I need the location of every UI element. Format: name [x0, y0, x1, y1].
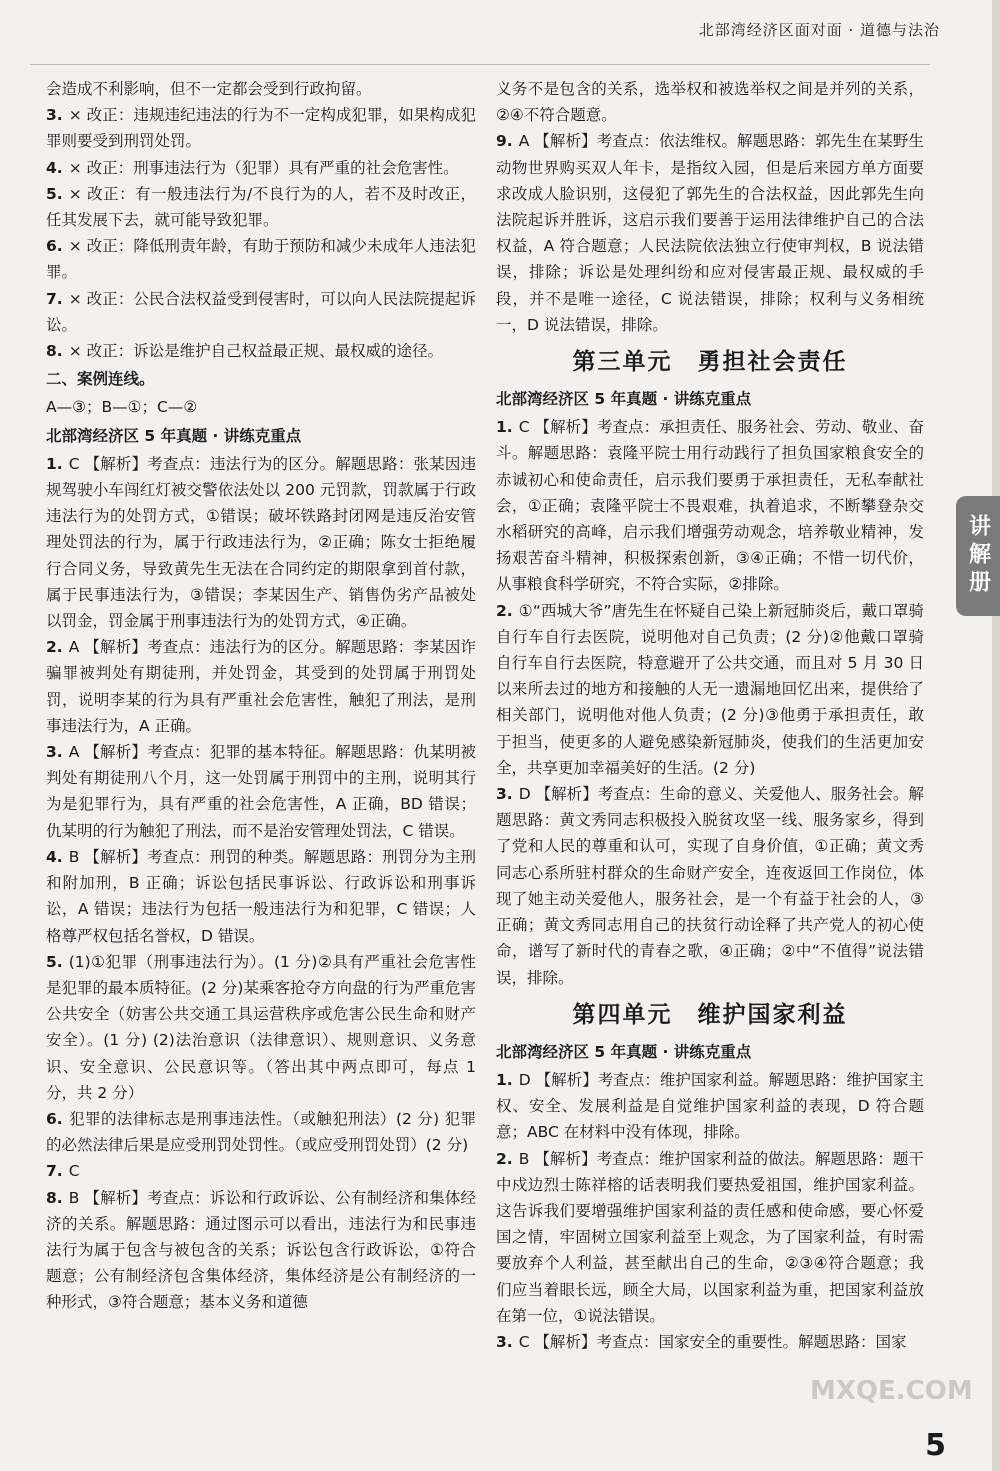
watermark: MXQE.COM — [810, 1376, 973, 1406]
answer-item — [46, 181, 476, 233]
answer-item — [496, 598, 924, 781]
answer-text: B 【解析】考查点：刑罚的种类。解题思路：刑罚分为主刑和附加刑，B 正确；诉讼包括民事诉讼、行政诉讼和刑事诉讼，A 错误；违法行为包括一般违法行为和犯罪，C 错误；人格尊严权包括名誉权，D 错误。 — [46, 847, 476, 945]
answer-text: C 【解析】考查点：违法行为的区分。解题思路：张某因违规驾驶小车闯红灯被交警依法处以 200 元罚款，罚款属于行政违法行为的处罚方式，①错误；破坏铁路封闭网是违反治安管理处罚法的行为，属于行政违法行为，②正确；陈女士拒绝履行合同义务，导致黄先生无法在合同约定的期限拿到首付款，属于民事违法行为，③错误；李某因生产、销售伪劣产品被处以罚金，罚金属于刑事违法行为的处罚方式，④正确。 — [46, 454, 476, 631]
answer-item — [46, 233, 476, 285]
answer-number: 4. — [46, 158, 63, 177]
answer-number: 8. — [46, 1188, 63, 1207]
answer-number: 5. — [46, 184, 63, 203]
unit-title: 第四单元 维护国家利益 — [572, 1001, 848, 1028]
answer-item — [46, 1158, 476, 1184]
answer-item — [46, 1185, 476, 1316]
answer-item — [46, 949, 476, 1106]
answer-text: (1)①犯罪（刑事违法行为）。(1 分)②具有严重社会危害性是犯罪的最本质特征。(2 分)某乘客抢夺方向盘的行为严重危害公共安全（妨害公共交通工具运营秩序或危害公民生命和财产安全）。(1 分) (2)法治意识（法律意识）、规则意识、义务意识、安全意识、公民意识等。（答出其中两点即可，每点 1 分，共 2 分） — [46, 952, 476, 1102]
answer-text: B 【解析】考查点：维护国家利益的做法。解题思路：题干中戍边烈士陈祥榕的话表明我们要热爱祖国，维护国家利益。这告诉我们要增强维护国家利益的责任感和使命感，要心怀爱国之情，牢固树立国家利益至上观念，为了国家利益，有时需要放弃个人利益，甚至献出自己的生命，②③④符合题意；我们应当着眼长远，顾全大局，以国家利益为重，把国家利益放在第一位，①说法错误。 — [496, 1149, 924, 1325]
answer-number: 2. — [496, 601, 513, 620]
answer-number: 2. — [46, 638, 63, 657]
answer-text: B 【解析】考查点：诉讼和行政诉讼、公有制经济和集体经济的关系。解题思路：通过图示可以看出，违法行为和民事违法行为属于包含与被包含的关系；诉讼包含行政诉讼，①符合题意；公有制经济包含集体经济，集体经济是公有制经济的一种形式，③符合题意；基本义务和道德 — [46, 1188, 476, 1312]
answer-item — [496, 414, 924, 597]
answer-number: 3. — [46, 743, 63, 762]
answer-text: × 改正：有一般违法行为/不良行为的人，若不及时改正，任其发展下去，就可能导致犯罪。 — [46, 184, 476, 230]
answer-number: 1. — [496, 418, 513, 437]
answer-number: 6. — [46, 1109, 63, 1128]
unit-title: 第三单元 勇担社会责任 — [572, 349, 848, 376]
answer-number: 3. — [496, 785, 513, 804]
answer-number: 6. — [46, 237, 63, 256]
answer-text: 犯罪的法律标志是刑事违法性。（或触犯刑法）(2 分) 犯罪的必然法律后果是应受刑罚处罚性。（或应受刑罚处罚）(2 分) — [46, 1109, 476, 1155]
header-divider — [30, 64, 930, 65]
page-header: 北部湾经济区面对面 · 道德与法治 — [698, 21, 940, 39]
section-heading: 北部湾经济区 5 年真题 · 讲练克重点 — [496, 1042, 752, 1061]
right-column — [496, 76, 924, 1355]
answer-text: × 改正：刑事违法行为（犯罪）具有严重的社会危害性。 — [68, 158, 459, 177]
section-heading: 北部湾经济区 5 年真题 · 讲练克重点 — [46, 426, 302, 445]
answer-text: × 改正：诉讼是维护自己权益最正规、最权威的途径。 — [68, 342, 444, 361]
answer-item — [46, 451, 476, 634]
left-column — [46, 76, 476, 1316]
answer-text: A 【解析】考查点：违法行为的区分。解题思路：李某因诈骗罪被判处有期徒刑，并处罚金，其受到的处罚属于刑罚处罚，说明李某的行为具有严重社会危害性，触犯了刑法，是刑事违法行为，A 正确。 — [46, 638, 476, 735]
answer-number: 7. — [46, 289, 63, 308]
answer-text: A 【解析】考查点：犯罪的基本特征。解题思路：仇某明被判处有期徒刑八个月，这一处罚属于刑罚中的主刑，说明其行为是犯罪行为，具有严重的社会危害性，A 正确，BD 错误；仇某明的行为触犯了刑法，而不是治安管理处罚法，C 错误。 — [46, 743, 476, 840]
answer-item — [46, 155, 476, 181]
answer-text: D 【解析】考查点：生命的意义、关爱他人、服务社会。解题思路：黄文秀同志积极投入脱贫攻坚一线、服务家乡，得到了党和人民的尊重和认可，实现了自身价值，①正确；黄文秀同志心系所驻村群众的生命财产安全，连夜返回工作岗位，体现了她主动关爱他人，服务社会，是一个有益于社会的人，③正确；黄文秀同志用自己的扶贫行动诠释了共产党人的初心使命，谱写了新时代的青春之歌，④正确；②中“不值得”说法错误，排除。 — [496, 785, 924, 987]
answer-text: C 【解析】考查点：承担责任、服务社会、劳动、敬业、奋斗。解题思路：袁隆平院士用行动践行了担负国家粮食安全的赤诚初心和使命责任，启示我们要勇于承担责任，无私奉献社会，①正确；袁隆平院士不畏艰难，执着追求，不断攀登杂交水稻研究的高峰，启示我们增强劳动观念，培养敬业精神，发扬艰苦奋斗精神，积极探索创新，③④正确；不惜一切代价，从事粮食科学研究，不符合实际，②排除。 — [496, 418, 924, 594]
answer-number: 9. — [496, 132, 513, 151]
answer-text: × 改正：降低刑责年龄，有助于预防和减少未成年人违法犯罪。 — [46, 237, 476, 282]
answer-item — [46, 844, 476, 949]
answer-item — [496, 1146, 924, 1329]
answer-number: 3. — [496, 1332, 513, 1351]
answer-number: 5. — [46, 952, 63, 971]
answer-number: 2. — [496, 1149, 513, 1168]
section-heading: 北部湾经济区 5 年真题 · 讲练克重点 — [496, 390, 752, 409]
answer-text: D 【解析】考查点：维护国家利益。解题思路：维护国家主权、安全、发展利益是自觉维护国家利益的表现，D 符合题意；ABC 在材料中没有体现，排除。 — [496, 1070, 924, 1142]
answer-item — [496, 781, 924, 991]
answer-text: C 【解析】考查点：国家安全的重要性。解题思路：国家 — [518, 1332, 907, 1351]
page-edge-strip — [992, 0, 1000, 1471]
answer-item — [46, 1106, 476, 1158]
answer-item — [496, 128, 924, 338]
answer-number: 4. — [46, 847, 63, 866]
answer-item — [496, 1067, 924, 1146]
side-tab-lecture-book: 讲解册 — [956, 496, 1000, 616]
answer-item — [46, 634, 476, 739]
answer-item — [46, 102, 476, 154]
answer-text: A 【解析】考查点：依法维权。解题思路：郭先生在某野生动物世界购买双人年卡，是指纹入园，但是后来园方单方面要求改成人脸识别，这侵犯了郭先生的合法权益，因此郭先生向法院起诉并胜诉，这启示我们要善于运用法律维护自己的合法权益，A 符合题意；人民法院依法独立行使审判权，B 说法错误，排除；诉讼是处理纠纷和应对侵害最正规、最权威的手段，并不是唯一途径，C 说法错误，排除；权利与义务相统一，D 说法错误，排除。 — [496, 132, 924, 334]
paragraph: A—③；B—①；C—② — [46, 398, 198, 417]
answer-text: C — [68, 1162, 80, 1181]
section-heading: 二、案例连线。 — [46, 370, 155, 389]
answer-number: 7. — [46, 1162, 63, 1181]
answer-text: ①“西城大爷”唐先生在怀疑自己染上新冠肺炎后，戴口罩骑自行车自行去医院，说明他对自己负责；(2 分)②他戴口罩骑自行车自行去医院，特意避开了公共交通，而且对 5 月 30 日以来所去过的地方和接触的人无一遗漏地回忆出来，提供给了相关部门，说明他对他人负责；(2 分)③他勇于承担责任，敢于担当，使更多的人避免感染新冠肺炎，使我们的生活更加安全，共享更加幸福美好的生活。(2 分) — [496, 601, 924, 777]
answer-number: 3. — [46, 106, 63, 125]
paragraph: 义务不是包含的关系，选举权和被选举权之间是并列的关系，②④不符合题意。 — [496, 80, 924, 125]
paragraph: 会造成不利影响，但不一定都会受到行政拘留。 — [46, 80, 372, 98]
answer-item — [46, 286, 476, 338]
answer-text: × 改正：违规违纪违法的行为不一定构成犯罪，如果构成犯罪则要受到刑罚处罚。 — [46, 106, 476, 151]
answer-number: 1. — [46, 454, 63, 473]
answer-number: 1. — [496, 1070, 513, 1089]
answer-text: × 改正：公民合法权益受到侵害时，可以向人民法院提起诉讼。 — [46, 289, 476, 334]
answer-item — [46, 338, 476, 364]
page-number: 5 — [925, 1428, 946, 1463]
answer-number: 8. — [46, 342, 63, 361]
answer-item — [46, 739, 476, 844]
answer-item — [496, 1329, 924, 1355]
